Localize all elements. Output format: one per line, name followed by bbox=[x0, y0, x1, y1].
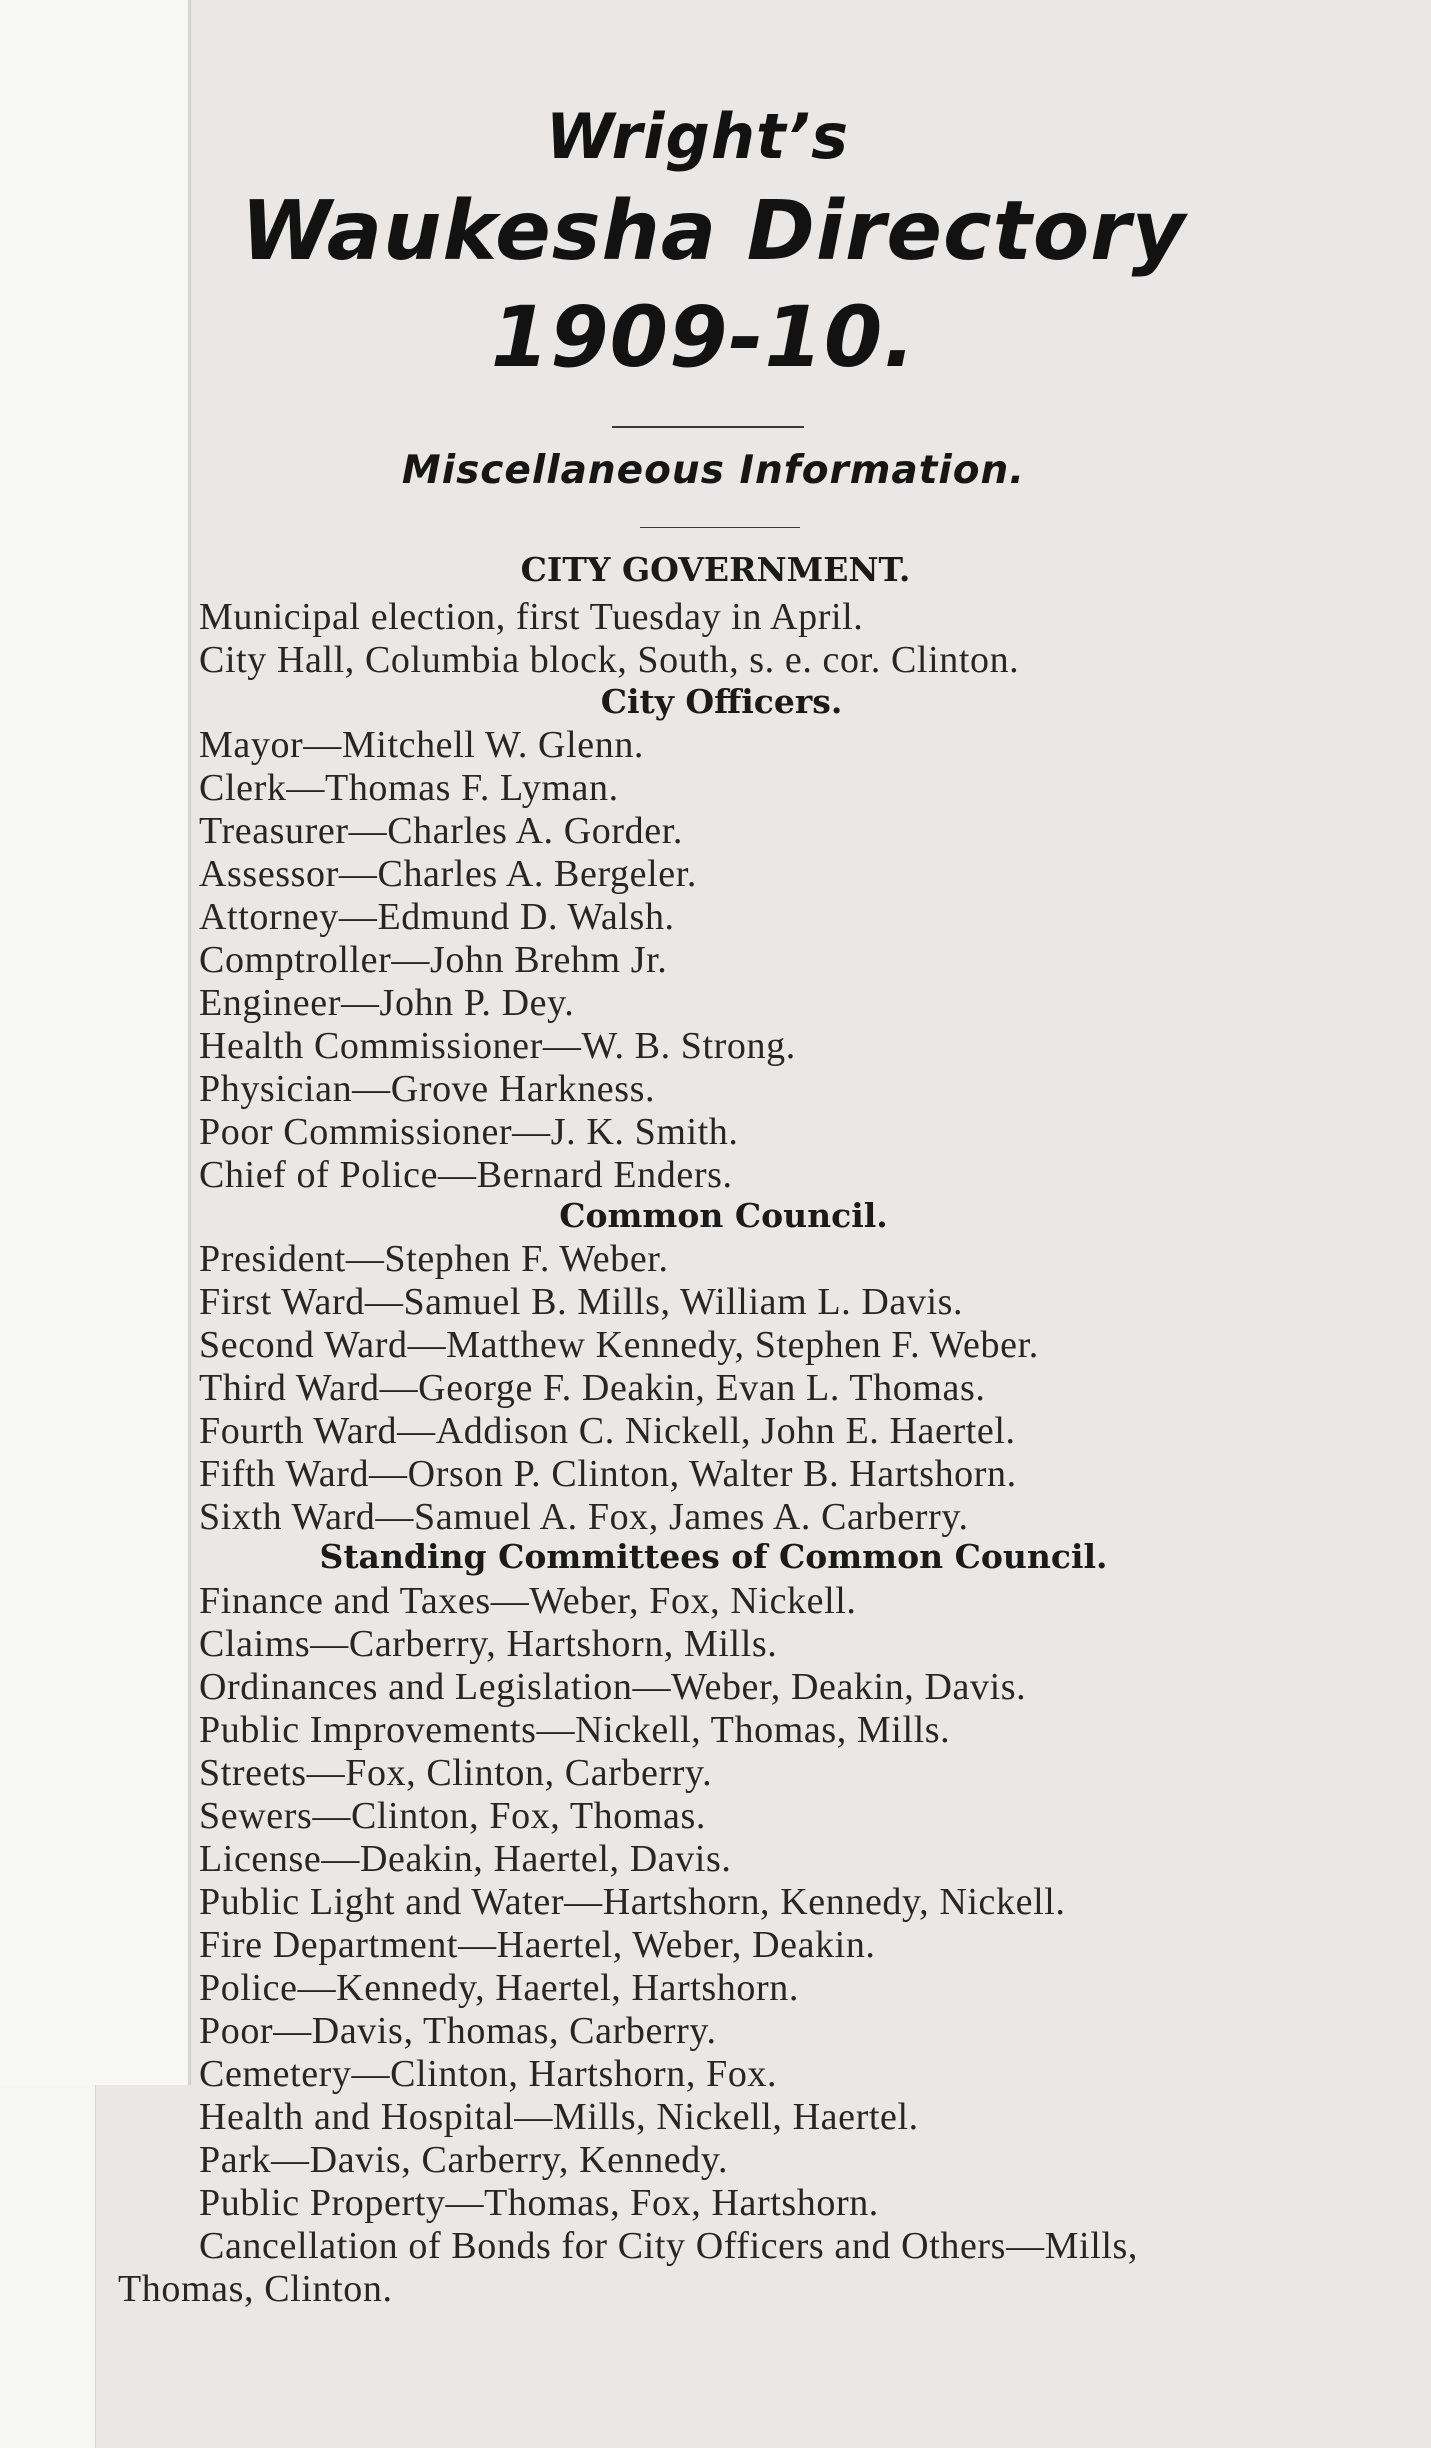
committee-line: Public Property—Thomas, Fox, Hartshorn. bbox=[199, 2182, 879, 2224]
text-line: City Hall, Columbia block, South, s. e. cor. Clinton. bbox=[199, 639, 1020, 681]
committee-line: Ordinances and Legislation—Weber, Deakin, Davis. bbox=[199, 1666, 1027, 1708]
committee-line: Poor—Davis, Thomas, Carberry. bbox=[199, 2010, 717, 2052]
committee-line: License—Deakin, Haertel, Davis. bbox=[199, 1838, 732, 1880]
committee-line: Public Improvements—Nickell, Thomas, Mills. bbox=[199, 1709, 951, 1751]
committee-line-continuation: Thomas, Clinton. bbox=[118, 2268, 393, 2310]
council-line: Fourth Ward—Addison C. Nickell, John E. Haertel. bbox=[199, 1410, 1016, 1452]
committee-line: Streets—Fox, Clinton, Carberry. bbox=[199, 1752, 713, 1794]
officer-line: Mayor—Mitchell W. Glenn. bbox=[199, 724, 645, 766]
committee-line: Police—Kennedy, Haertel, Hartshorn. bbox=[199, 1967, 799, 2009]
officer-line: Chief of Police—Bernard Enders. bbox=[199, 1154, 733, 1196]
heading-common-council: Common Council. bbox=[559, 1196, 888, 1235]
committee-line: Sewers—Clinton, Fox, Thomas. bbox=[199, 1795, 706, 1837]
officer-line: Engineer—John P. Dey. bbox=[199, 982, 575, 1024]
divider-rule bbox=[612, 426, 804, 428]
title-waukesha-directory: Waukesha Directory bbox=[240, 184, 1187, 279]
heading-city-officers: City Officers. bbox=[600, 682, 843, 721]
committee-line: Health and Hospital—Mills, Nickell, Haertel. bbox=[199, 2096, 919, 2138]
heading-standing-committees: Standing Committees of Common Council. bbox=[319, 1537, 1108, 1576]
title-year: 1909-10. bbox=[490, 288, 917, 386]
committee-line: Fire Department—Haertel, Weber, Deakin. bbox=[199, 1924, 876, 1966]
council-line: President—Stephen F. Weber. bbox=[199, 1238, 669, 1280]
committee-line: Public Light and Water—Hartshorn, Kennedy, Nickell. bbox=[199, 1881, 1066, 1923]
subtitle-text: Miscellaneous Information. bbox=[401, 448, 1026, 493]
officer-line: Comptroller—John Brehm Jr. bbox=[199, 939, 668, 981]
heading-city-government: CITY GOVERNMENT. bbox=[520, 550, 911, 589]
officer-line: Clerk—Thomas F. Lyman. bbox=[199, 767, 619, 809]
officer-line: Attorney—Edmund D. Walsh. bbox=[199, 896, 675, 938]
officer-line: Poor Commissioner—J. K. Smith. bbox=[199, 1111, 739, 1153]
committee-line: Finance and Taxes—Weber, Fox, Nickell. bbox=[199, 1580, 857, 1622]
council-line: First Ward—Samuel B. Mills, William L. Davis. bbox=[199, 1281, 964, 1323]
officer-line: Health Commissioner—W. B. Strong. bbox=[199, 1025, 796, 1067]
committee-line: Cemetery—Clinton, Hartshorn, Fox. bbox=[199, 2053, 778, 2095]
officer-line: Treasurer—Charles A. Gorder. bbox=[199, 810, 683, 852]
text-line: Municipal election, first Tuesday in April. bbox=[199, 596, 864, 638]
council-line: Second Ward—Matthew Kennedy, Stephen F. Weber. bbox=[199, 1324, 1039, 1366]
council-line: Sixth Ward—Samuel A. Fox, James A. Carberry. bbox=[199, 1496, 969, 1538]
council-line: Third Ward—George F. Deakin, Evan L. Thomas. bbox=[199, 1367, 986, 1409]
subtitle-miscellaneous bbox=[0, 448, 1431, 493]
officer-line: Physician—Grove Harkness. bbox=[199, 1068, 656, 1110]
committee-line: Park—Davis, Carberry, Kennedy. bbox=[199, 2139, 729, 2181]
committee-line: Cancellation of Bonds for City Officers and Others—Mills, bbox=[199, 2225, 1139, 2267]
council-line: Fifth Ward—Orson P. Clinton, Walter B. Hartshorn. bbox=[199, 1453, 1017, 1495]
title-wrights: Wright’s bbox=[545, 100, 850, 173]
committee-line: Claims—Carberry, Hartshorn, Mills. bbox=[199, 1623, 778, 1665]
divider-rule-small bbox=[640, 527, 800, 528]
officer-line: Assessor—Charles A. Bergeler. bbox=[199, 853, 697, 895]
